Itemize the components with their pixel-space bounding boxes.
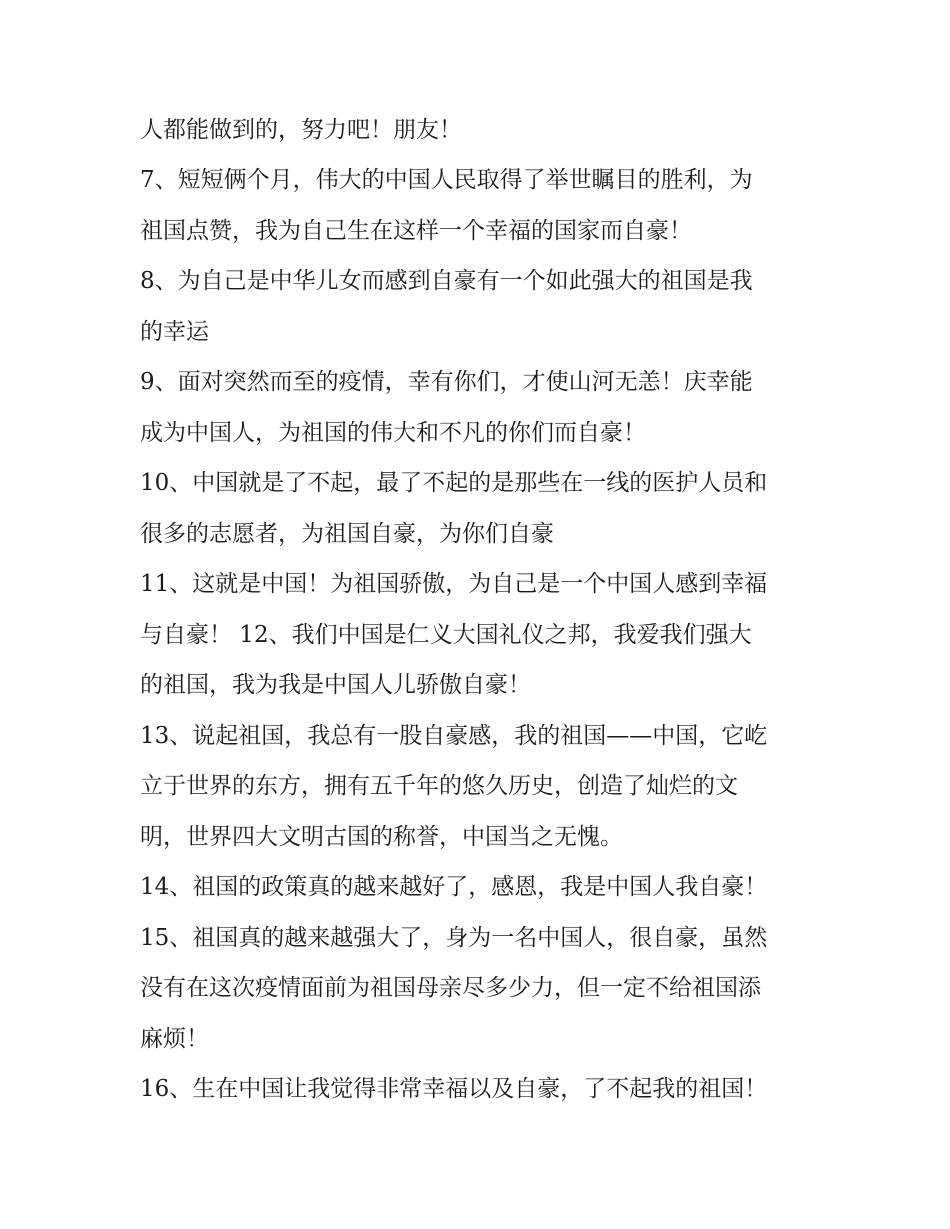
text-line: 15、祖国真的越来越强大了，身为一名中国人，很自豪，虽然 bbox=[140, 925, 768, 951]
text-line: 与自豪！ 12、我们中国是仁义大国礼仪之邦，我爱我们强大 bbox=[140, 622, 752, 648]
text-line: 很多的志愿者，为祖国自豪，为你们自豪 bbox=[140, 521, 554, 547]
text-line: 14、祖国的政策真的越来越好了，感恩，我是中国人我自豪！ bbox=[140, 874, 768, 900]
text-line: 祖国点赞，我为自己生在这样一个幸福的国家而自豪！ bbox=[140, 218, 692, 244]
text-line: 8、为自己是中华儿女而感到自豪有一个如此强大的祖国是我 bbox=[140, 268, 753, 294]
text-line: 7、短短俩个月，伟大的中国人民取得了举世瞩目的胜利，为 bbox=[140, 167, 753, 193]
text-line: 人都能做到的，努力吧！朋友！ bbox=[140, 117, 462, 143]
text-line: 的幸运 bbox=[140, 319, 209, 345]
text-line: 的祖国，我为我是中国人儿骄傲自豪！ bbox=[140, 672, 531, 698]
text-line: 9、面对突然而至的疫情，幸有你们，才使山河无恙！庆幸能 bbox=[140, 369, 753, 395]
text-line: 11、这就是中国！为祖国骄傲，为自己是一个中国人感到幸福 bbox=[140, 571, 768, 597]
text-line: 立于世界的东方，拥有五千年的悠久历史，创造了灿烂的文 bbox=[140, 773, 738, 799]
text-line: 13、说起祖国，我总有一股自豪感，我的祖国——中国，它屹 bbox=[140, 723, 768, 749]
text-line: 10、中国就是了不起，最了不起的是那些在一线的医护人员和 bbox=[140, 470, 768, 496]
text-line: 成为中国人，为祖国的伟大和不凡的你们而自豪！ bbox=[140, 420, 646, 446]
text-line: 明，世界四大文明古国的称誉，中国当之无愧。 bbox=[140, 824, 623, 850]
text-line: 没有在这次疫情面前为祖国母亲尽多少力，但一定不给祖国添 bbox=[140, 975, 761, 1001]
text-line: 16、生在中国让我觉得非常幸福以及自豪，了不起我的祖国！ bbox=[140, 1076, 768, 1102]
text-line: 麻烦！ bbox=[140, 1026, 209, 1052]
